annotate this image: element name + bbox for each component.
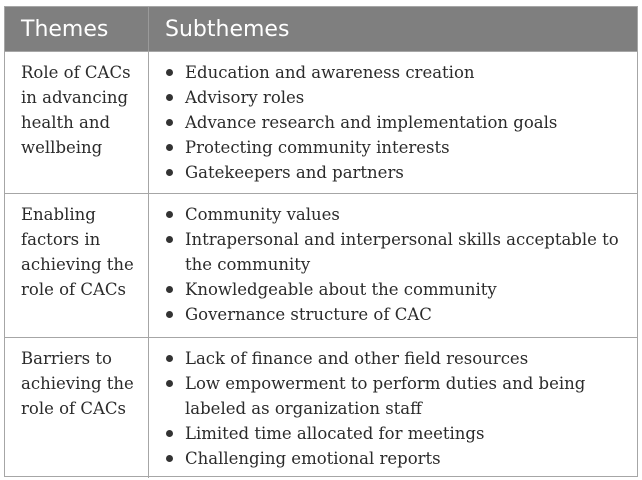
bullet-icon xyxy=(166,169,173,176)
subtheme-list xyxy=(149,194,637,337)
bullet-icon xyxy=(166,455,173,462)
subtheme-item: Gatekeepers and partners xyxy=(161,160,625,185)
table-body xyxy=(5,51,637,478)
bullet-icon xyxy=(166,430,173,437)
bullet-icon xyxy=(166,236,173,243)
themes-table xyxy=(4,6,638,477)
table-header xyxy=(5,7,637,51)
theme-cell: Barriers to achieving the role of CACs xyxy=(5,338,149,478)
subtheme-item: Limited time allocated for meetings xyxy=(161,421,625,446)
subtheme-item: Intrapersonal and interpersonal skills acceptable to the community xyxy=(161,227,625,277)
bullet-icon xyxy=(166,380,173,387)
bullet-icon xyxy=(166,286,173,293)
subtheme-list xyxy=(149,338,637,478)
subtheme-item: Challenging emotional reports xyxy=(161,446,625,471)
theme-cell: Role of CACs in advancing health and wellbeing xyxy=(5,52,149,193)
bullet-icon xyxy=(166,211,173,218)
subtheme-item: Education and awareness creation xyxy=(161,60,625,85)
subtheme-item: Protecting community interests xyxy=(161,135,625,160)
bullet-icon xyxy=(166,69,173,76)
bullet-icon xyxy=(166,119,173,126)
table-row xyxy=(5,51,637,193)
bullet-icon xyxy=(166,94,173,101)
bullet-icon xyxy=(166,144,173,151)
subtheme-list xyxy=(149,52,637,193)
subtheme-item: Governance structure of CAC xyxy=(161,302,625,327)
table-row xyxy=(5,337,637,478)
subtheme-item: Advance research and implementation goals xyxy=(161,110,625,135)
subtheme-item: Advisory roles xyxy=(161,85,625,110)
theme-cell: Enabling factors in achieving the role of CACs xyxy=(5,194,149,337)
subtheme-item: Lack of finance and other field resources xyxy=(161,346,625,371)
subtheme-item: Low empowerment to perform duties and being labeled as organization staff xyxy=(161,371,625,421)
subtheme-item: Knowledgeable about the community xyxy=(161,277,625,302)
table-row xyxy=(5,193,637,337)
header-themes: Themes xyxy=(5,7,149,51)
bullet-icon xyxy=(166,355,173,362)
subtheme-item: Community values xyxy=(161,202,625,227)
bullet-icon xyxy=(166,311,173,318)
header-subthemes: Subthemes xyxy=(165,16,290,42)
